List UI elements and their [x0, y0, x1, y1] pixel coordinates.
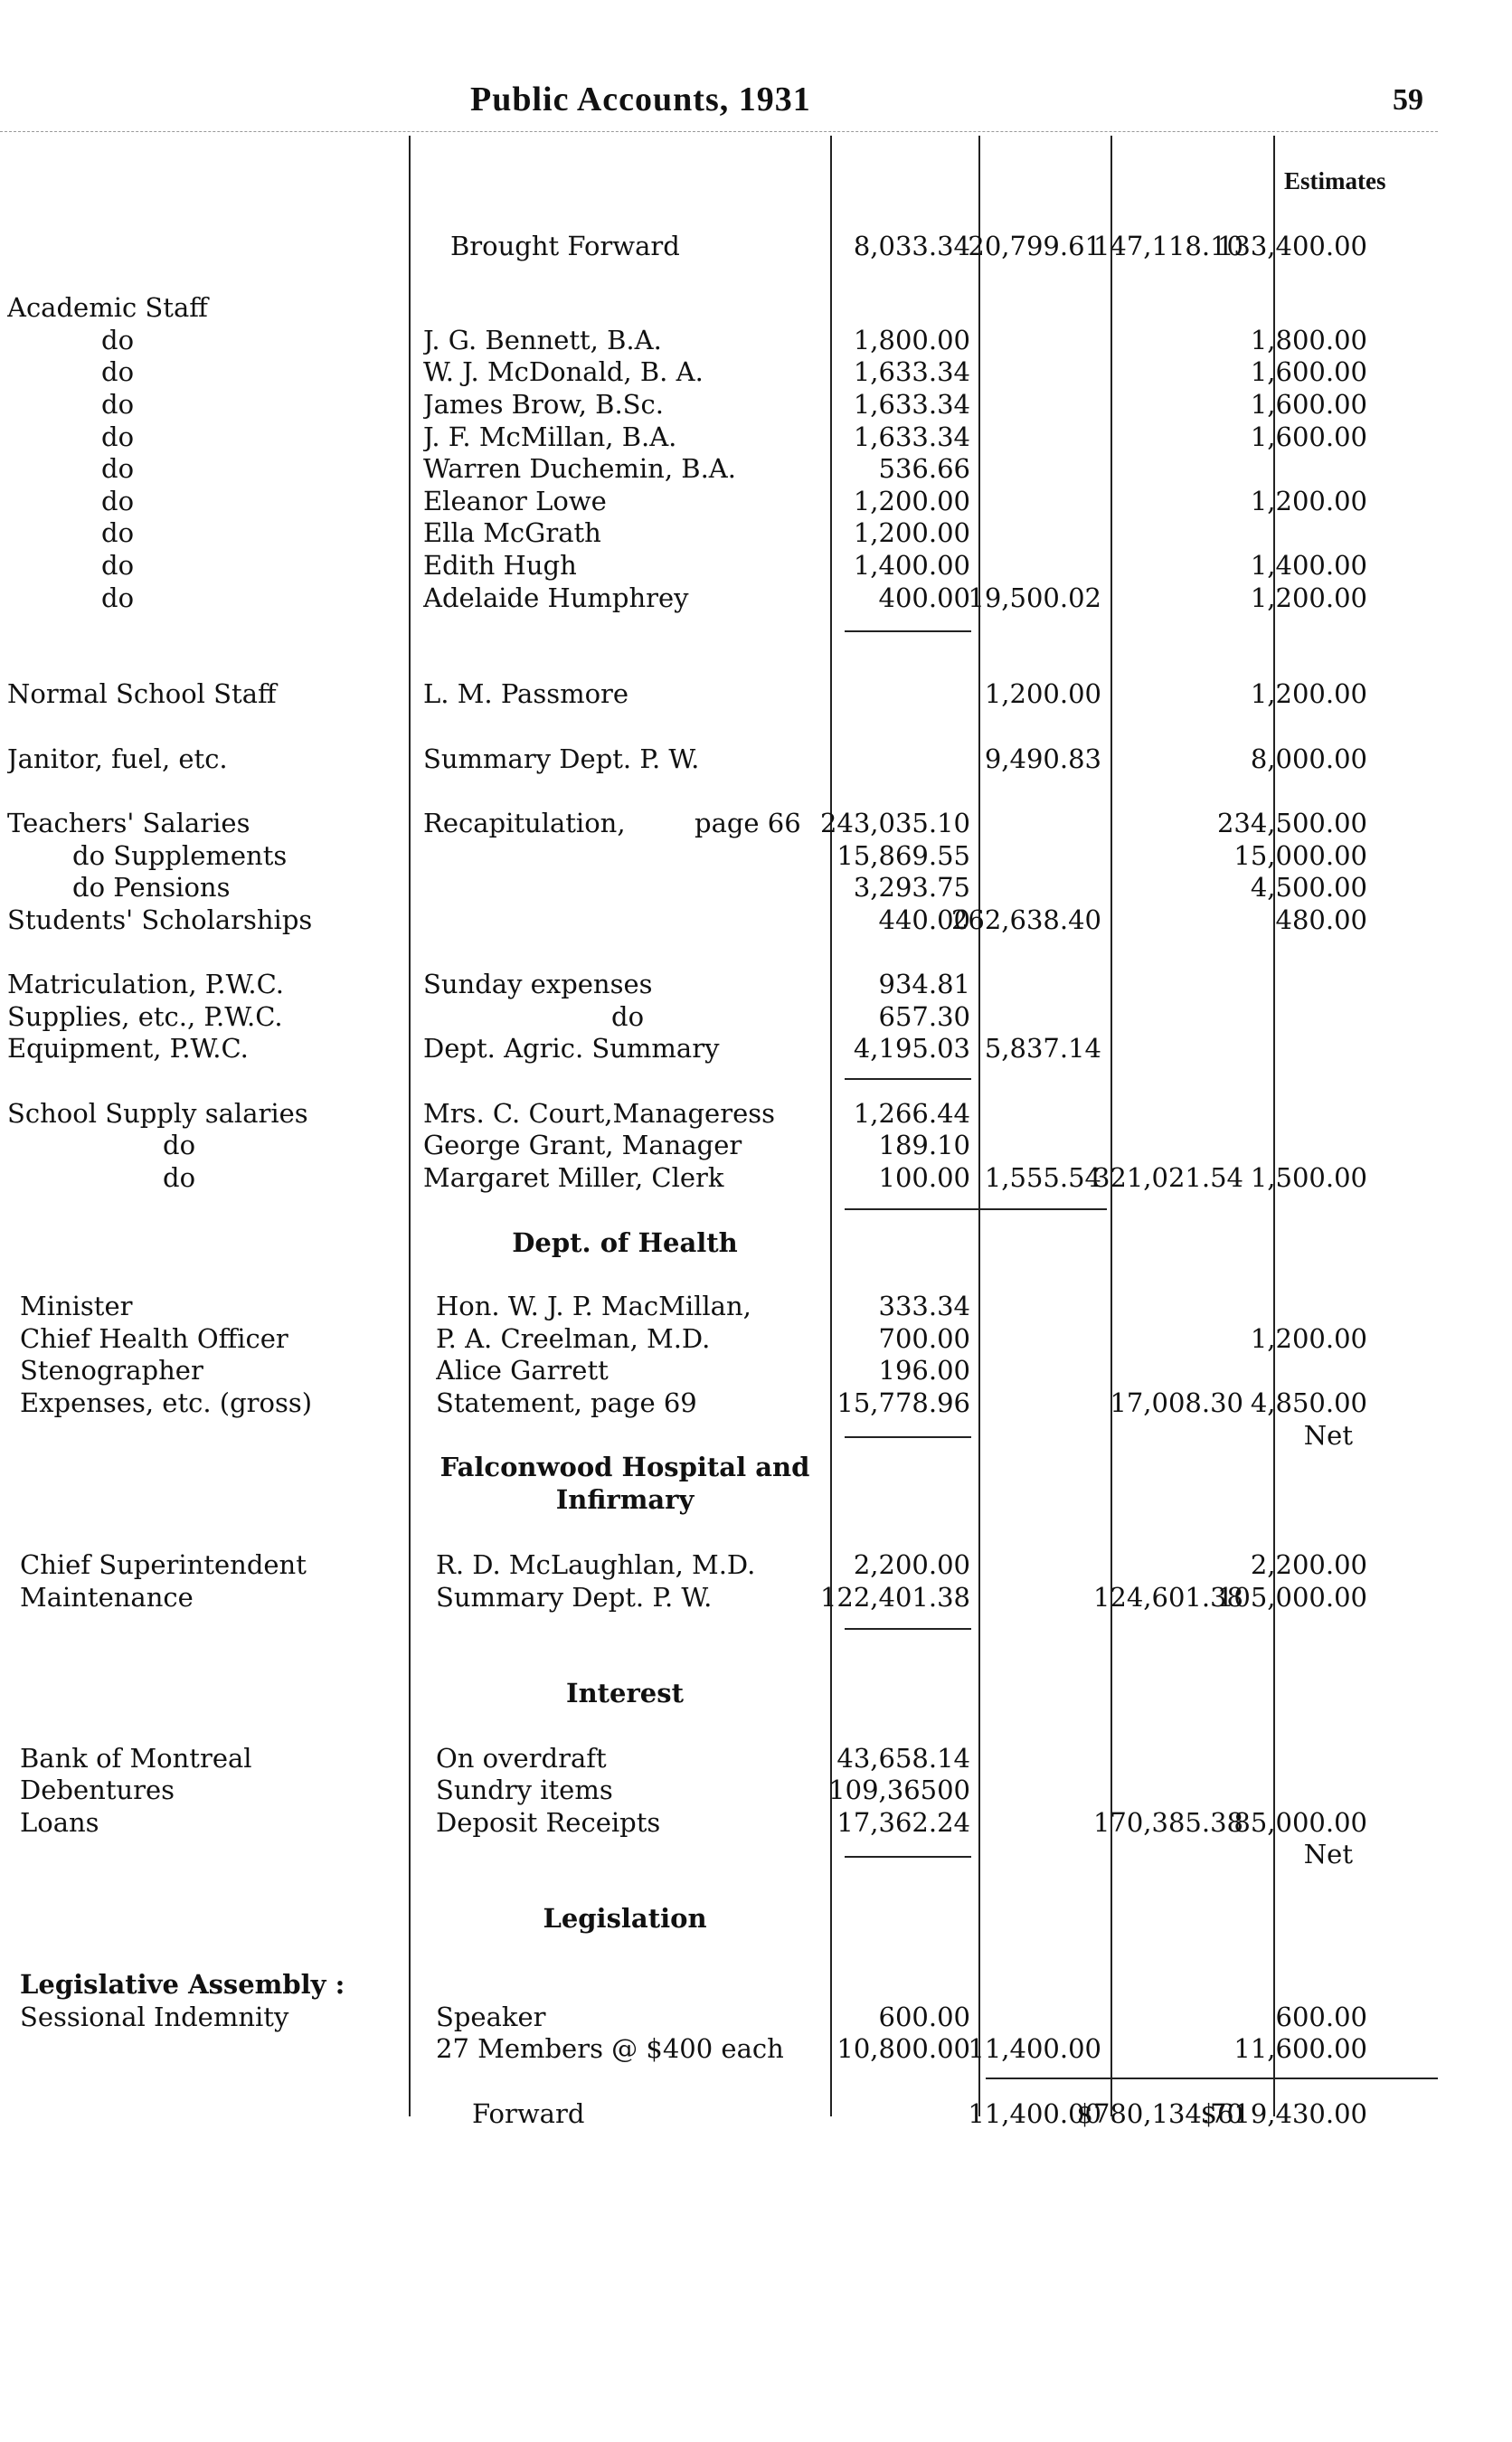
- amount-col2: 11,400.00: [968, 2098, 1101, 2129]
- row-label: Minister: [20, 1291, 133, 1321]
- table-row: [0, 1323, 1447, 1354]
- row-label: Stenographer: [20, 1355, 203, 1386]
- amount-col3: $780,134.70: [1076, 2098, 1243, 2129]
- table-row: [0, 486, 1447, 516]
- header-rule: [0, 131, 1438, 132]
- section-title: Dept. of Health: [512, 1227, 738, 1258]
- row-description: [423, 808, 830, 838]
- amount-col1: 189.10: [878, 1130, 970, 1160]
- row-description: 27 Members @ $400 each: [436, 2033, 784, 2064]
- estimate-amount: 600.00: [1275, 2002, 1367, 2032]
- amount-col1: 17,362.24: [836, 1807, 970, 1838]
- subtotal-rule: [845, 1078, 971, 1080]
- estimate-amount: 1,800.00: [1250, 325, 1367, 355]
- table-row: [0, 231, 1447, 261]
- section-title: Legislation: [543, 1903, 707, 1934]
- amount-col1: 536.66: [878, 453, 970, 484]
- row-description: Deposit Receipts: [436, 1807, 661, 1838]
- row-label: Bank of Montreal: [20, 1743, 252, 1774]
- row-description: Speaker: [436, 2002, 546, 2032]
- table-row: [0, 550, 1447, 581]
- table-row: [0, 2033, 1447, 2064]
- row-label: do: [101, 325, 135, 355]
- row-description: Summary Dept. P. W.: [423, 743, 700, 774]
- table-row: [0, 904, 1447, 935]
- estimate-amount: 85,000.00: [1233, 1807, 1367, 1838]
- row-label: Students' Scholarships: [7, 904, 313, 935]
- amount-col2: 1,555.54: [984, 1162, 1101, 1193]
- row-label: do: [101, 421, 135, 452]
- row-description: Adelaide Humphrey: [423, 582, 689, 613]
- section-title: Falconwood Hospital and: [439, 1452, 810, 1482]
- row-label: do: [101, 582, 135, 613]
- table-row: [0, 1033, 1447, 1064]
- table-row: [0, 453, 1447, 484]
- estimate-amount: 1,600.00: [1250, 356, 1367, 387]
- amount-col1: 1,400.00: [853, 550, 970, 581]
- estimate-amount: 105,000.00: [1216, 1582, 1367, 1613]
- section-heading: [0, 1452, 1447, 1482]
- estimate-amount: 8,000.00: [1250, 743, 1367, 774]
- row-label: do: [101, 486, 135, 516]
- table-row: [0, 1969, 1447, 2000]
- amount-col2: 5,837.14: [984, 1033, 1101, 1064]
- row-label: do: [101, 453, 135, 484]
- table-row: [0, 1549, 1447, 1580]
- row-label: Maintenance: [20, 1582, 194, 1613]
- row-label: Loans: [20, 1807, 99, 1838]
- row-description: Forward: [472, 2098, 585, 2129]
- amount-col1: 2,200.00: [853, 1549, 970, 1580]
- estimate-amount: 1,200.00: [1250, 582, 1367, 613]
- row-description-text: Recapitulation,: [423, 808, 626, 838]
- table-row: [0, 1387, 1447, 1418]
- row-description: do: [611, 1001, 645, 1032]
- row-description: P. A. Creelman, M.D.: [436, 1323, 711, 1354]
- row-description: Brought Forward: [450, 231, 680, 261]
- row-label: do: [101, 356, 135, 387]
- subtotal-rule: [845, 1208, 1107, 1210]
- estimate-amount: 15,000.00: [1233, 840, 1367, 871]
- row-label: Janitor, fuel, etc.: [7, 743, 228, 774]
- row-label: Matriculation, P.W.C.: [7, 969, 284, 999]
- row-label: do: [101, 517, 135, 548]
- table-row: [0, 1839, 1447, 1869]
- row-label: School Supply salaries: [7, 1098, 308, 1129]
- subtotal-rule: [845, 1628, 971, 1630]
- amount-col1: 15,778.96: [836, 1387, 970, 1418]
- row-description: Alice Garrett: [436, 1355, 609, 1386]
- table-row: [0, 808, 1447, 838]
- amount-col2: 1,200.00: [984, 678, 1101, 709]
- estimate-amount: 1,200.00: [1250, 486, 1367, 516]
- row-description: J. G. Bennett, B.A.: [423, 325, 662, 355]
- amount-col1: 122,401.38: [819, 1582, 970, 1613]
- amount-col1: 1,200.00: [853, 517, 970, 548]
- section-heading: [0, 1678, 1447, 1708]
- table-row: [0, 678, 1447, 709]
- estimate-amount: 11,600.00: [1233, 2033, 1367, 2064]
- estimate-amount: 1,500.00: [1250, 1162, 1367, 1193]
- row-description: Statement, page 69: [436, 1387, 697, 1418]
- amount-col1: 1,633.34: [853, 356, 970, 387]
- page-number: 59: [1393, 83, 1423, 117]
- estimate-amount: 4,850.00: [1250, 1387, 1367, 1418]
- table-row: [0, 872, 1447, 903]
- amount-col1: 657.30: [878, 1001, 970, 1032]
- page-reference: page 66: [695, 808, 801, 838]
- section-title: Interest: [566, 1678, 684, 1708]
- estimate-amount: 1,600.00: [1250, 389, 1367, 420]
- row-label: Normal School Staff: [7, 678, 277, 709]
- row-label: do Supplements: [72, 840, 288, 871]
- amount-col3: 147,118.10: [1092, 231, 1243, 261]
- estimate-amount: 1,200.00: [1250, 678, 1367, 709]
- table-row: [0, 2098, 1447, 2129]
- estimate-note: Net: [1303, 1839, 1353, 1869]
- page-title: Public Accounts, 1931: [470, 80, 811, 118]
- amount-col1: 100.00: [878, 1162, 970, 1193]
- row-label: Teachers' Salaries: [7, 808, 250, 838]
- amount-col1: 1,633.34: [853, 421, 970, 452]
- table-row: [0, 969, 1447, 999]
- estimate-amount: 1,600.00: [1250, 421, 1367, 452]
- amount-col2: 262,638.40: [950, 904, 1101, 935]
- section-heading: [0, 1484, 1447, 1515]
- row-description: Sundry items: [436, 1775, 613, 1805]
- row-description: L. M. Passmore: [423, 678, 629, 709]
- amount-col1: 10,800.00: [836, 2033, 970, 2064]
- row-label: do: [101, 389, 135, 420]
- amount-col1: 700.00: [878, 1323, 970, 1354]
- amount-col3: 321,021.54: [1092, 1162, 1243, 1193]
- row-description: Dept. Agric. Summary: [423, 1033, 720, 1064]
- row-description: Margaret Miller, Clerk: [423, 1162, 724, 1193]
- estimate-amount: 133,400.00: [1216, 231, 1367, 261]
- table-row: [0, 292, 1447, 323]
- row-description: On overdraft: [436, 1743, 607, 1774]
- amount-col1: 1,266.44: [853, 1098, 970, 1129]
- estimate-note: Net: [1303, 1420, 1353, 1451]
- table-row: [0, 1775, 1447, 1805]
- amount-col1: 109,36500: [828, 1775, 970, 1805]
- amount-col1: 3,293.75: [853, 872, 970, 903]
- amount-col1: 333.34: [878, 1291, 970, 1321]
- table-row: [0, 840, 1447, 871]
- amount-col1: 600.00: [878, 2002, 970, 2032]
- row-label: Chief Health Officer: [20, 1323, 288, 1354]
- row-label: do: [163, 1162, 196, 1193]
- amount-col1: 4,195.03: [853, 1033, 970, 1064]
- estimate-amount: $619,430.00: [1200, 2098, 1367, 2129]
- subtotal-rule: [845, 630, 971, 632]
- row-label: Equipment, P.W.C.: [7, 1033, 249, 1064]
- table-row: [0, 743, 1447, 774]
- row-description: Sunday expenses: [423, 969, 653, 999]
- table-row: [0, 1582, 1447, 1613]
- table-row: [0, 421, 1447, 452]
- table-row: [0, 1420, 1447, 1451]
- amount-col1: 1,200.00: [853, 486, 970, 516]
- row-description: W. J. McDonald, B. A.: [423, 356, 704, 387]
- row-label: Debentures: [20, 1775, 175, 1805]
- table-row: [0, 1743, 1447, 1774]
- table-row: [0, 1807, 1447, 1838]
- row-label: Legislative Assembly :: [20, 1969, 345, 2000]
- amount-col1: 1,800.00: [853, 325, 970, 355]
- row-label: Chief Superintendent: [20, 1549, 307, 1580]
- row-label: Expenses, etc. (gross): [20, 1387, 313, 1418]
- table-row: [0, 356, 1447, 387]
- row-label: Sessional Indemnity: [20, 2002, 289, 2032]
- row-description: Ella McGrath: [423, 517, 601, 548]
- estimate-amount: 1,200.00: [1250, 1323, 1367, 1354]
- table-row: [0, 325, 1447, 355]
- table-row: [0, 517, 1447, 548]
- row-description: Edith Hugh: [423, 550, 577, 581]
- table-row: [0, 1130, 1447, 1160]
- row-description: Summary Dept. P. W.: [436, 1582, 713, 1613]
- row-description: James Brow, B.Sc.: [423, 389, 664, 420]
- estimate-amount: 480.00: [1275, 904, 1367, 935]
- row-description: R. D. McLaughlan, M.D.: [436, 1549, 756, 1580]
- amount-col3: 170,385.38: [1092, 1807, 1243, 1838]
- row-description: George Grant, Manager: [423, 1130, 742, 1160]
- section-title: Infirmary: [555, 1484, 695, 1515]
- amount-col1: 1,633.34: [853, 389, 970, 420]
- row-description: Eleanor Lowe: [423, 486, 607, 516]
- row-description: Hon. W. J. P. MacMillan,: [436, 1291, 751, 1321]
- table-row: [0, 1291, 1447, 1321]
- amount-col1: 243,035.10: [819, 808, 970, 838]
- amount-col1: 15,869.55: [836, 840, 970, 871]
- amount-col1: 196.00: [878, 1355, 970, 1386]
- amount-col2: 9,490.83: [984, 743, 1101, 774]
- subtotal-rule: [986, 2078, 1438, 2079]
- table-row: [0, 1001, 1447, 1032]
- row-label: Supplies, etc., P.W.C.: [7, 1001, 283, 1032]
- row-label: do: [101, 550, 135, 581]
- estimate-amount: 2,200.00: [1250, 1549, 1367, 1580]
- amount-col3: 17,008.30: [1110, 1387, 1243, 1418]
- estimate-amount: 4,500.00: [1250, 872, 1367, 903]
- amount-col3: 124,601.38: [1092, 1582, 1243, 1613]
- row-description: J. F. McMillan, B.A.: [423, 421, 677, 452]
- amount-col1: 440.00: [878, 904, 970, 935]
- amount-col1: 400.00: [878, 582, 970, 613]
- amount-col2: 11,400.00: [968, 2033, 1101, 2064]
- estimate-amount: 234,500.00: [1216, 808, 1367, 838]
- table-row: [0, 1098, 1447, 1129]
- amount-col1: 934.81: [878, 969, 970, 999]
- section-heading: [0, 1227, 1447, 1258]
- row-label: do Pensions: [72, 872, 231, 903]
- estimate-amount: 1,400.00: [1250, 550, 1367, 581]
- table-row: [0, 582, 1447, 613]
- amount-col1: 43,658.14: [836, 1743, 970, 1774]
- row-label: do: [163, 1130, 196, 1160]
- table-row: [0, 1162, 1447, 1193]
- amount-col2: 19,500.02: [968, 582, 1101, 613]
- section-heading: [0, 1903, 1447, 1934]
- estimates-column-header: Estimates: [1284, 167, 1386, 194]
- table-row: [0, 2002, 1447, 2032]
- table-row: [0, 1355, 1447, 1386]
- row-description: Warren Duchemin, B.A.: [423, 453, 736, 484]
- amount-col2: 20,799.61: [968, 231, 1101, 261]
- row-description: Mrs. C. Court,Manageress: [423, 1098, 775, 1129]
- row-label: Academic Staff: [7, 292, 208, 323]
- amount-col1: 8,033.34: [853, 231, 970, 261]
- table-row: [0, 389, 1447, 420]
